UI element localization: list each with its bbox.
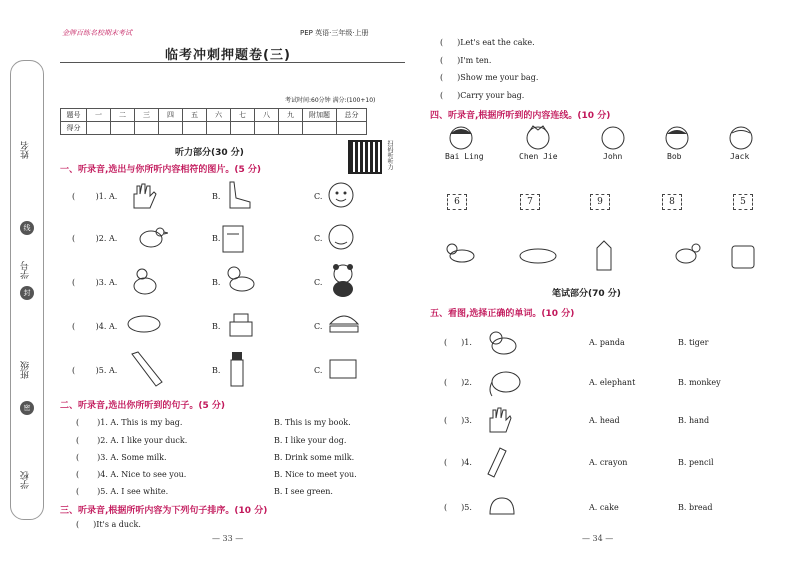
student-id-label: 学号 bbox=[21, 261, 31, 279]
q-label: )4. bbox=[461, 458, 472, 467]
option-b: B. pencil bbox=[678, 458, 714, 467]
number-box: 7 bbox=[520, 194, 540, 210]
q-label: )4. A. bbox=[95, 322, 118, 331]
score-input[interactable] bbox=[207, 122, 231, 135]
score-input[interactable] bbox=[279, 122, 303, 135]
answer-blank[interactable]: ( bbox=[76, 453, 80, 462]
option-b: B. This is my book. bbox=[274, 418, 351, 427]
answer-blank[interactable]: ( bbox=[76, 520, 80, 529]
q1-2 bbox=[72, 234, 117, 243]
q3-1 bbox=[76, 520, 141, 529]
schoolbag-icon bbox=[728, 238, 758, 270]
q2-4 bbox=[76, 470, 186, 479]
section3-title: 三、听录音,根据所听内容为下列句子排序。(10 分) bbox=[60, 506, 268, 516]
q-label: )2. A. bbox=[95, 234, 118, 243]
face-icon bbox=[326, 180, 356, 210]
binding-margin bbox=[10, 60, 44, 520]
exam-meta: 考试时间:60分钟 满分:(100+10) bbox=[285, 97, 376, 104]
bird-icon bbox=[672, 238, 704, 268]
option-a: )3. A. Some milk. bbox=[97, 453, 167, 462]
cake-icon bbox=[226, 306, 256, 340]
option-a: A. crayon bbox=[589, 458, 628, 467]
score-input[interactable] bbox=[135, 122, 159, 135]
series-label: 金牌百练名校期末考试 bbox=[62, 29, 132, 37]
plate-food-icon bbox=[518, 246, 558, 266]
qr-code-icon[interactable] bbox=[348, 140, 382, 174]
option-c: C. bbox=[314, 192, 323, 201]
q-label: )2. bbox=[461, 378, 472, 387]
option-b: B. bbox=[212, 234, 221, 243]
option-a: )5. A. I see white. bbox=[97, 487, 169, 496]
class-label: 班级 bbox=[21, 361, 31, 379]
option-b: B. bbox=[212, 366, 221, 375]
option-a: )1. A. This is my bag. bbox=[97, 418, 183, 427]
ear-face-icon bbox=[326, 222, 356, 252]
seal-dot-bot: 密 bbox=[20, 401, 34, 415]
score-value-row bbox=[61, 122, 367, 135]
page-number-left: — 33 — bbox=[212, 534, 244, 543]
elephant-icon bbox=[486, 366, 524, 398]
sentence: )Show me your bag. bbox=[457, 73, 539, 82]
q5-2 bbox=[444, 378, 472, 387]
girl-bailing-icon bbox=[446, 124, 476, 152]
option-c: C. bbox=[314, 322, 323, 331]
q-label: )5. bbox=[461, 503, 472, 512]
answer-blank[interactable]: ( bbox=[76, 418, 80, 427]
score-cell: 五 bbox=[183, 109, 207, 122]
answer-blank[interactable]: ( bbox=[444, 458, 448, 467]
score-cell: 二 bbox=[111, 109, 135, 122]
header-divider bbox=[60, 62, 405, 63]
name-bailing: Bai Ling bbox=[445, 152, 484, 161]
option-b: B. bread bbox=[678, 503, 713, 512]
boy-john-icon bbox=[598, 124, 628, 152]
q-label: )3. A. bbox=[95, 278, 118, 287]
written-title: 笔试部分(70 分) bbox=[552, 289, 621, 299]
ruler-icon bbox=[128, 350, 164, 388]
option-b: B. monkey bbox=[678, 378, 721, 387]
answer-blank[interactable]: ( bbox=[76, 487, 80, 496]
score-input[interactable] bbox=[303, 122, 337, 135]
score-input[interactable] bbox=[255, 122, 279, 135]
option-a: A. cake bbox=[589, 503, 619, 512]
sentence: )I'm ten. bbox=[457, 56, 492, 65]
section2-title: 二、听录音,选出你所听到的句子。(5 分) bbox=[60, 401, 226, 411]
boy-bob-icon bbox=[662, 124, 692, 152]
q2-1 bbox=[76, 418, 182, 427]
q3-2 bbox=[440, 38, 535, 47]
q1-3 bbox=[72, 278, 117, 287]
tiger-icon bbox=[486, 328, 520, 358]
option-c: C. bbox=[314, 366, 323, 375]
q5-4 bbox=[444, 458, 472, 467]
option-b: B. I see green. bbox=[274, 487, 333, 496]
crayon-icon bbox=[484, 444, 508, 478]
burger-icon bbox=[326, 308, 362, 340]
foot-icon bbox=[222, 180, 254, 212]
score-cell: 八 bbox=[255, 109, 279, 122]
option-b: B. tiger bbox=[678, 338, 709, 347]
hotdog-icon bbox=[126, 312, 162, 336]
score-input[interactable] bbox=[111, 122, 135, 135]
option-b: B. hand bbox=[678, 416, 710, 425]
answer-blank[interactable]: ( bbox=[440, 38, 444, 47]
score-input[interactable] bbox=[337, 122, 367, 135]
score-cell: 四 bbox=[159, 109, 183, 122]
option-a: A. panda bbox=[589, 338, 625, 347]
milk-carton-icon bbox=[594, 238, 614, 272]
score-input[interactable] bbox=[231, 122, 255, 135]
option-c: C. bbox=[314, 234, 323, 243]
answer-blank[interactable]: ( bbox=[72, 234, 76, 243]
page-title: 临考冲刺押题卷(三) bbox=[165, 48, 291, 63]
answer-blank[interactable]: ( bbox=[444, 378, 448, 387]
q3-5 bbox=[440, 91, 524, 100]
answer-blank[interactable]: ( bbox=[440, 91, 444, 100]
score-input[interactable] bbox=[87, 122, 111, 135]
score-header-row bbox=[61, 109, 367, 122]
number-box: 8 bbox=[662, 194, 682, 210]
q5-3 bbox=[444, 416, 472, 425]
boy-jack-icon bbox=[726, 124, 756, 152]
score-cell: 一 bbox=[87, 109, 111, 122]
score-cell: 总分 bbox=[337, 109, 367, 122]
score-cell: 三 bbox=[135, 109, 159, 122]
answer-blank[interactable]: ( bbox=[444, 503, 448, 512]
q5-5 bbox=[444, 503, 472, 512]
score-input[interactable] bbox=[159, 122, 183, 135]
score-table bbox=[60, 108, 367, 135]
number-box: 5 bbox=[733, 194, 753, 210]
answer-blank[interactable]: ( bbox=[444, 416, 448, 425]
page-number-right: — 34 — bbox=[582, 534, 614, 543]
option-c: C. bbox=[314, 278, 323, 287]
answer-blank[interactable]: ( bbox=[72, 192, 76, 201]
sentence: )Let's eat the cake. bbox=[457, 38, 535, 47]
answer-blank[interactable]: ( bbox=[72, 278, 76, 287]
option-a: A. elephant bbox=[589, 378, 636, 387]
option-b: B. Drink some milk. bbox=[274, 453, 355, 462]
answer-blank[interactable]: ( bbox=[72, 366, 76, 375]
q-label: )3. bbox=[461, 416, 472, 425]
dog-icon bbox=[224, 264, 258, 296]
score-cell: 六 bbox=[207, 109, 231, 122]
score-cell: 附加题 bbox=[303, 109, 337, 122]
name-jack: Jack bbox=[730, 152, 750, 161]
q5-1 bbox=[444, 338, 472, 347]
listening-title: 听力部分(30 分) bbox=[175, 148, 244, 158]
section5-title: 五、看图,选择正确的单词。(10 分) bbox=[430, 309, 575, 319]
section4-title: 四、听录音,根据所听到的内容连线。(10 分) bbox=[430, 111, 611, 121]
seal-dot-mid: 封 bbox=[20, 286, 34, 300]
name-label: 姓名 bbox=[21, 141, 31, 159]
dog-icon bbox=[444, 240, 478, 268]
option-b: B. Nice to meet you. bbox=[274, 470, 357, 479]
book-label: PEP 英语·三年级·上册 bbox=[300, 29, 369, 37]
sentence: )It's a duck. bbox=[93, 520, 141, 529]
answer-blank[interactable]: ( bbox=[440, 56, 444, 65]
sharpener-icon bbox=[326, 356, 360, 382]
score-cell: 七 bbox=[231, 109, 255, 122]
option-a: A. head bbox=[589, 416, 620, 425]
qr-caption: 扫码听听力 bbox=[386, 140, 393, 170]
q-label: )5. A. bbox=[95, 366, 118, 375]
option-b: B. bbox=[212, 322, 221, 331]
score-input[interactable] bbox=[183, 122, 207, 135]
seal-dot-top: 线 bbox=[20, 221, 34, 235]
notebook-icon bbox=[220, 224, 246, 254]
q3-3 bbox=[440, 56, 491, 65]
name-john: John bbox=[603, 152, 623, 161]
section1-title: 一、听录音,选出与你所听内容相符的图片。(5 分) bbox=[60, 165, 262, 175]
q-label: )1. A. bbox=[95, 192, 118, 201]
score-cell: 九 bbox=[279, 109, 303, 122]
answer-blank[interactable]: ( bbox=[440, 73, 444, 82]
bird-icon bbox=[134, 222, 168, 252]
name-bob: Bob bbox=[667, 152, 682, 161]
q1-5 bbox=[72, 366, 117, 375]
answer-blank[interactable]: ( bbox=[76, 436, 80, 445]
q3-4 bbox=[440, 73, 538, 82]
number-box: 9 bbox=[590, 194, 610, 210]
option-b: B. I like your dog. bbox=[274, 436, 347, 445]
answer-blank[interactable]: ( bbox=[72, 322, 76, 331]
panda-icon bbox=[326, 262, 360, 298]
q-label: )1. bbox=[461, 338, 472, 347]
q1-1 bbox=[72, 192, 117, 201]
glue-icon bbox=[228, 350, 246, 388]
option-b: B. bbox=[212, 278, 221, 287]
q1-4 bbox=[72, 322, 117, 331]
q2-3 bbox=[76, 453, 167, 462]
option-a: )2. A. I like your duck. bbox=[97, 436, 188, 445]
bread-icon bbox=[486, 494, 518, 518]
option-b: B. bbox=[212, 192, 221, 201]
hand-icon bbox=[484, 404, 512, 434]
q2-5 bbox=[76, 487, 168, 496]
hand-icon bbox=[128, 180, 158, 210]
answer-blank[interactable]: ( bbox=[444, 338, 448, 347]
option-a: )4. A. Nice to see you. bbox=[97, 470, 187, 479]
sentence: )Carry your bag. bbox=[457, 91, 525, 100]
answer-blank[interactable]: ( bbox=[76, 470, 80, 479]
score-cell: 题号 bbox=[61, 109, 87, 122]
girl-chenjie-icon bbox=[523, 124, 553, 152]
duck-icon bbox=[130, 266, 160, 298]
name-chenjie: Chen Jie bbox=[519, 152, 558, 161]
score-cell: 得分 bbox=[61, 122, 87, 135]
q2-2 bbox=[76, 436, 187, 445]
number-box: 6 bbox=[447, 194, 467, 210]
school-label: 学校 bbox=[21, 471, 31, 489]
